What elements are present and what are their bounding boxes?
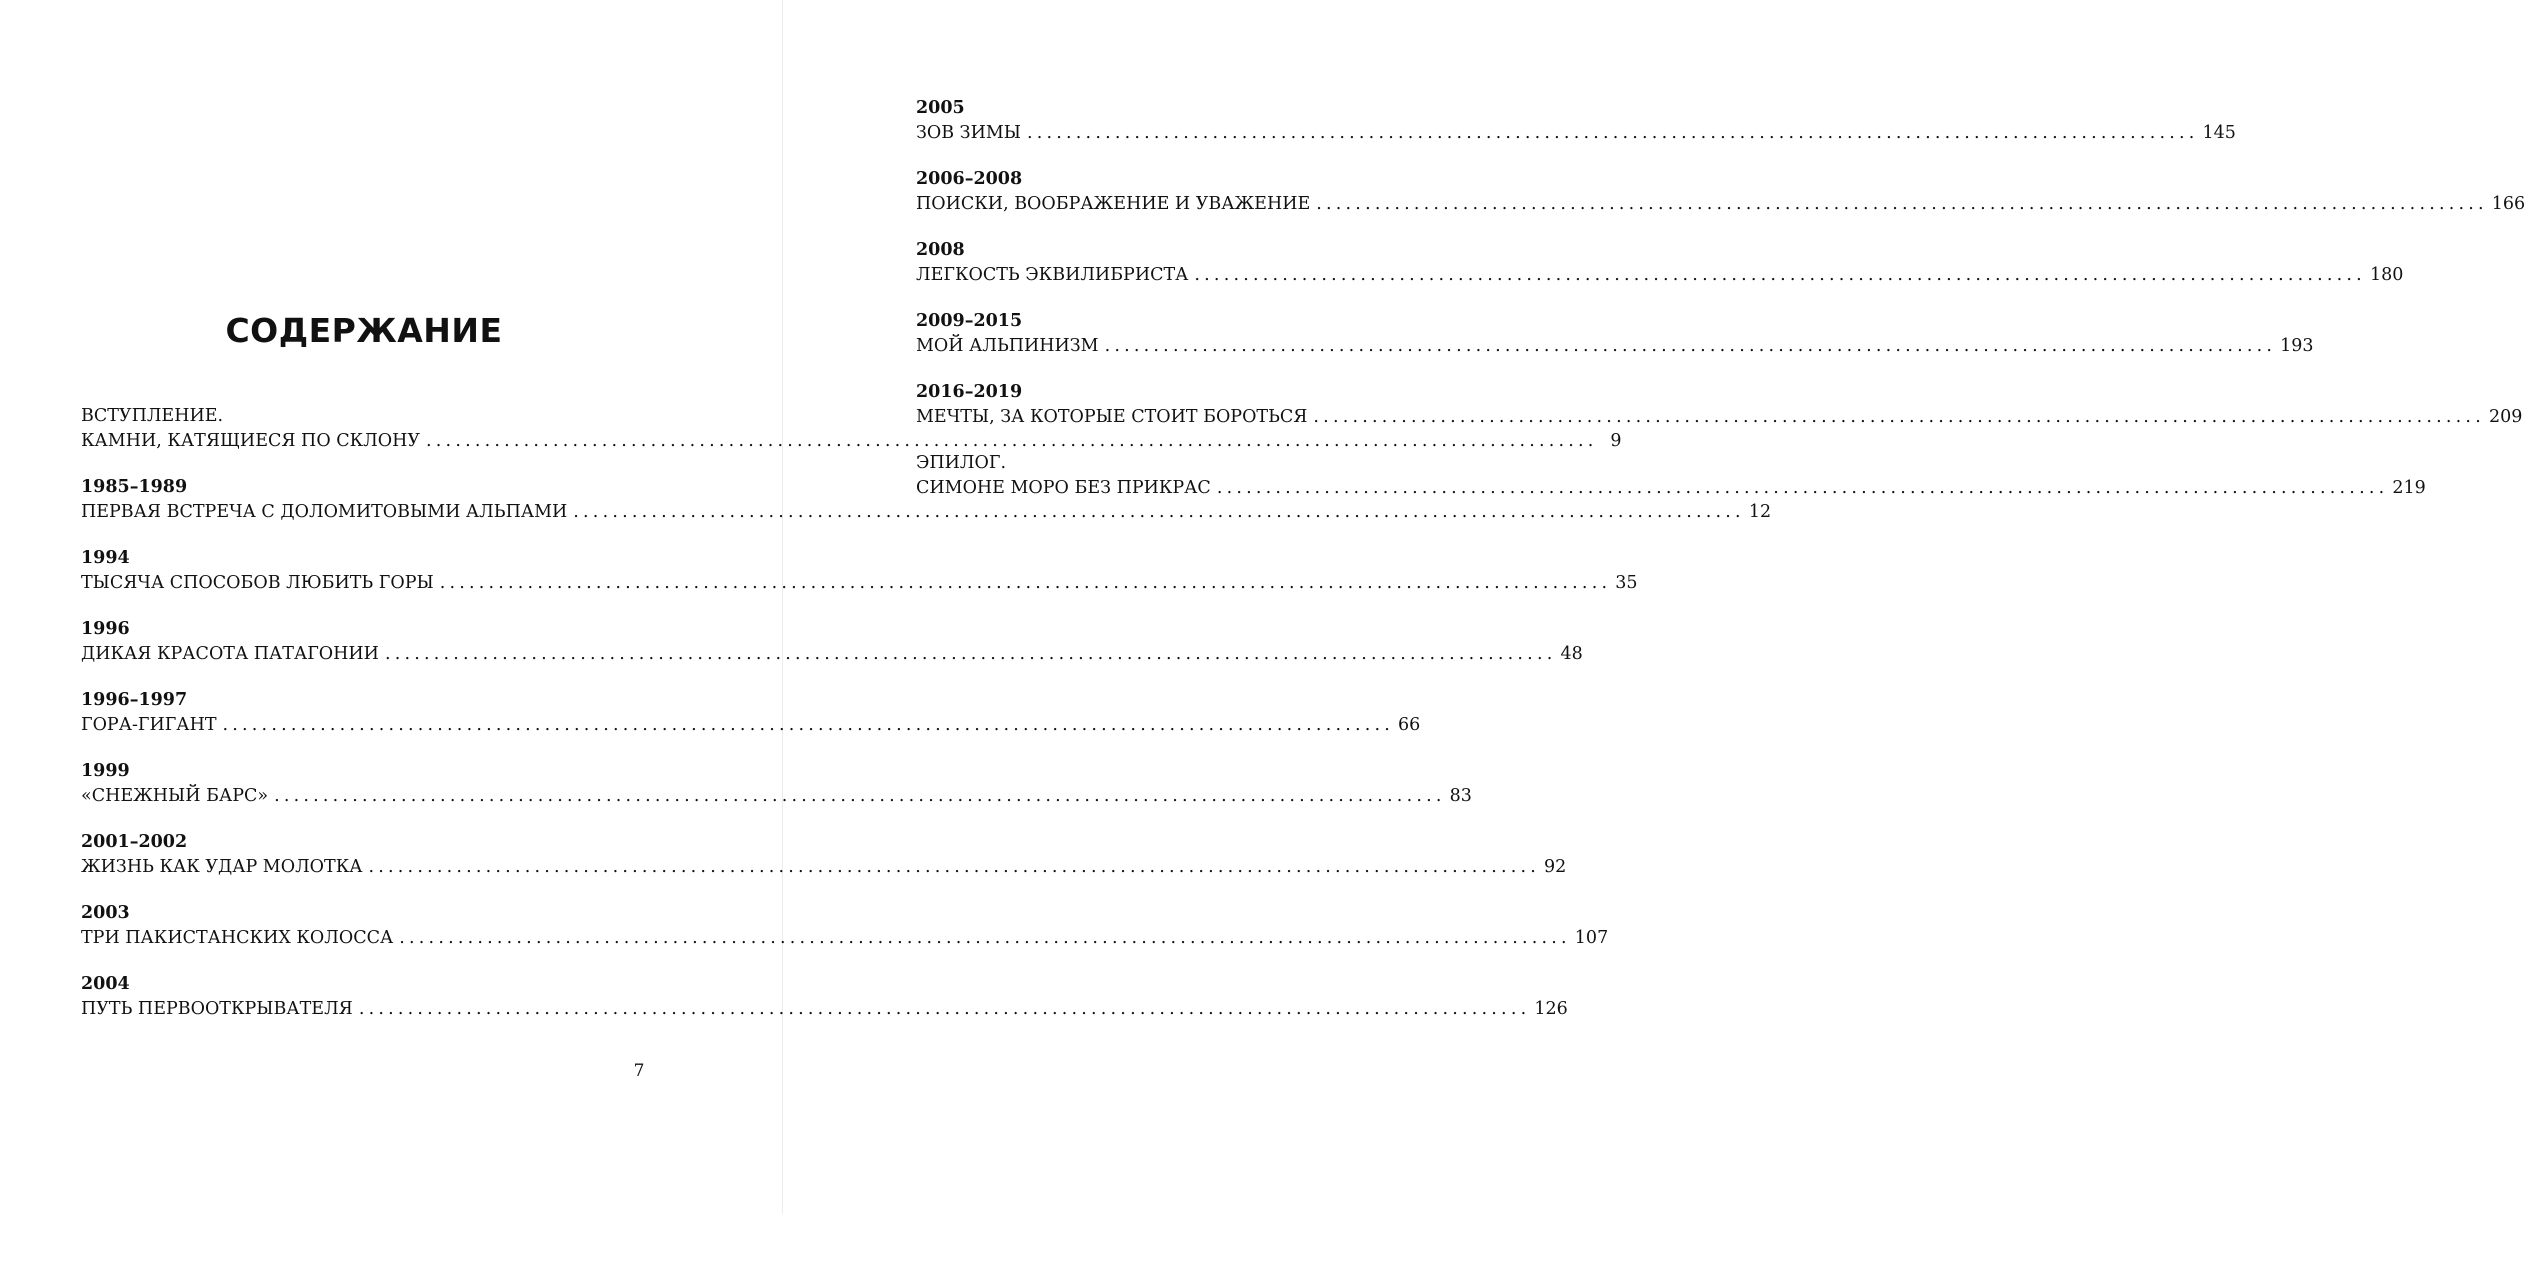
toc-entry-title: ПЕРВАЯ ВСТРЕЧА С ДОЛОМИТОВЫМИ АЛЬПАМИ	[81, 502, 568, 522]
dot-leader: ........................................................................................................................	[1216, 478, 2389, 498]
toc-entry-year: 1985–1989	[81, 477, 188, 497]
toc-entry	[916, 96, 2236, 146]
toc-entry-page-number: 209	[2488, 407, 2523, 427]
toc-entry-year: 2006–2008	[916, 169, 1023, 189]
toc-entry-line[interactable]	[81, 571, 1638, 596]
dot-leader: ........................................................................................................................	[1104, 336, 2277, 356]
toc-entry-line[interactable]	[81, 713, 1421, 738]
dot-leader: ........................................................................................................................	[274, 786, 1446, 806]
toc-entry-year: 2003	[81, 903, 130, 923]
toc-entry-page-number: 66	[1398, 715, 1421, 735]
toc-entry-title: «СНЕЖНЫЙ БАРС»	[81, 786, 269, 806]
dot-leader: ........................................................................................................................	[368, 857, 1541, 877]
toc-entry	[916, 238, 2404, 288]
toc-entry-line[interactable]	[916, 263, 2404, 288]
dot-leader: ........................................................................................................................	[1313, 407, 2485, 427]
toc-entry	[81, 546, 1638, 596]
toc-entry-page-number: 48	[1560, 644, 1583, 664]
toc-entry	[81, 617, 1583, 667]
toc-entry-title: ЗОВ ЗИМЫ	[916, 123, 1021, 143]
toc-entry	[916, 309, 2314, 359]
dot-leader: ........................................................................................................................	[222, 715, 1395, 735]
toc-entry	[81, 830, 1567, 880]
toc-entry-line[interactable]	[81, 997, 1568, 1022]
toc-entry-page-number: 180	[2369, 265, 2404, 285]
toc-entry-section: ВСТУПЛЕНИЕ.	[81, 406, 224, 426]
toc-entry	[916, 451, 2426, 501]
toc-entry-line[interactable]	[81, 642, 1583, 667]
toc-entry	[916, 380, 2523, 430]
page-number: 7	[633, 1061, 645, 1081]
toc-entry-line[interactable]	[916, 334, 2314, 359]
toc-entry-line[interactable]	[916, 476, 2426, 501]
toc-entry-year: 1999	[81, 761, 130, 781]
toc-entry-line[interactable]	[81, 784, 1472, 809]
toc-entry-title: ПОИСКИ, ВООБРАЖЕНИЕ И УВАЖЕНИЕ	[916, 194, 1311, 214]
toc-entry-title: МЕЧТЫ, ЗА КОТОРЫЕ СТОИТ БОРОТЬСЯ	[916, 407, 1308, 427]
dot-leader: ........................................................................................................................	[399, 928, 1571, 948]
toc-entry-title: ГОРА-ГИГАНТ	[81, 715, 217, 735]
toc-entry-title: МОЙ АЛЬПИНИЗМ	[916, 336, 1099, 356]
toc-entry-page-number: 9	[1610, 431, 1622, 451]
toc-entry	[81, 972, 1568, 1022]
dot-leader: ........................................................................................................................	[384, 644, 1557, 664]
toc-entry-title: СИМОНЕ МОРО БЕЗ ПРИКРАС	[916, 478, 1211, 498]
toc-entry-line[interactable]	[916, 192, 2525, 217]
toc-entry-title: ЖИЗНЬ КАК УДАР МОЛОТКА	[81, 857, 363, 877]
toc-entry-section: ЭПИЛОГ.	[916, 453, 1007, 473]
dot-leader: ........................................................................................................................	[439, 573, 1612, 593]
toc-entry-page-number: 193	[2280, 336, 2314, 356]
toc-entry-title: ТРИ ПАКИСТАНСКИХ КОЛОССА	[81, 928, 394, 948]
toc-entry-page-number: 107	[1574, 928, 1609, 948]
toc-entry-year: 2004	[81, 974, 130, 994]
toc-entry-year: 1996–1997	[81, 690, 188, 710]
dot-leader: ........................................................................................................................	[573, 502, 1745, 522]
toc-entry-year: 2008	[916, 240, 965, 260]
toc-entry-line[interactable]	[81, 926, 1609, 951]
toc-entry	[81, 688, 1421, 738]
toc-entry-title: ТЫСЯЧА СПОСОБОВ ЛЮБИТЬ ГОРЫ	[81, 573, 434, 593]
toc-entry-title: ДИКАЯ КРАСОТА ПАТАГОНИИ	[81, 644, 379, 664]
toc-entry-year: 1994	[81, 548, 130, 568]
toc-entry	[81, 759, 1472, 809]
toc-entry-year: 2009–2015	[916, 311, 1023, 331]
toc-entry-line[interactable]	[81, 429, 1622, 454]
toc-entry-page-number: 83	[1449, 786, 1472, 806]
toc-heading: СОДЕРЖАНИЕ	[225, 311, 503, 350]
dot-leader: ........................................................................................................................	[426, 431, 1598, 451]
toc-entry-year: 1996	[81, 619, 130, 639]
toc-entry-year: 2001–2002	[81, 832, 188, 852]
toc-entry-page-number: 12	[1748, 502, 1772, 522]
toc-entry-page-number: 219	[2392, 478, 2426, 498]
dot-leader: ........................................................................................................................	[1316, 194, 2488, 214]
toc-entry-year: 2005	[916, 98, 965, 118]
dot-leader: ........................................................................................................................	[1194, 265, 2366, 285]
toc-entry-line[interactable]	[916, 405, 2523, 430]
toc-entry-page-number: 35	[1615, 573, 1638, 593]
toc-entry	[81, 901, 1609, 951]
dot-leader: ........................................................................................................................	[1026, 123, 2199, 143]
toc-entry-page-number: 126	[1534, 999, 1568, 1019]
toc-entry-page-number: 92	[1544, 857, 1567, 877]
toc-entry-line[interactable]	[81, 855, 1567, 880]
toc-entry-title: КАМНИ, КАТЯЩИЕСЯ ПО СКЛОНУ	[81, 431, 421, 451]
toc-entry-year: 2016–2019	[916, 382, 1023, 402]
toc-entry-title: ПУТЬ ПЕРВООТКРЫВАТЕЛЯ	[81, 999, 353, 1019]
toc-entry-line[interactable]	[81, 500, 1772, 525]
toc-entry-line[interactable]	[916, 121, 2236, 146]
toc-entry-title: ЛЕГКОСТЬ ЭКВИЛИБРИСТА	[916, 265, 1189, 285]
toc-entry-page-number: 145	[2202, 123, 2236, 143]
toc-entry-page-number: 166	[2491, 194, 2525, 214]
page-gutter	[782, 0, 783, 1214]
dot-leader: ........................................................................................................................	[358, 999, 1531, 1019]
toc-entry	[916, 167, 2525, 217]
